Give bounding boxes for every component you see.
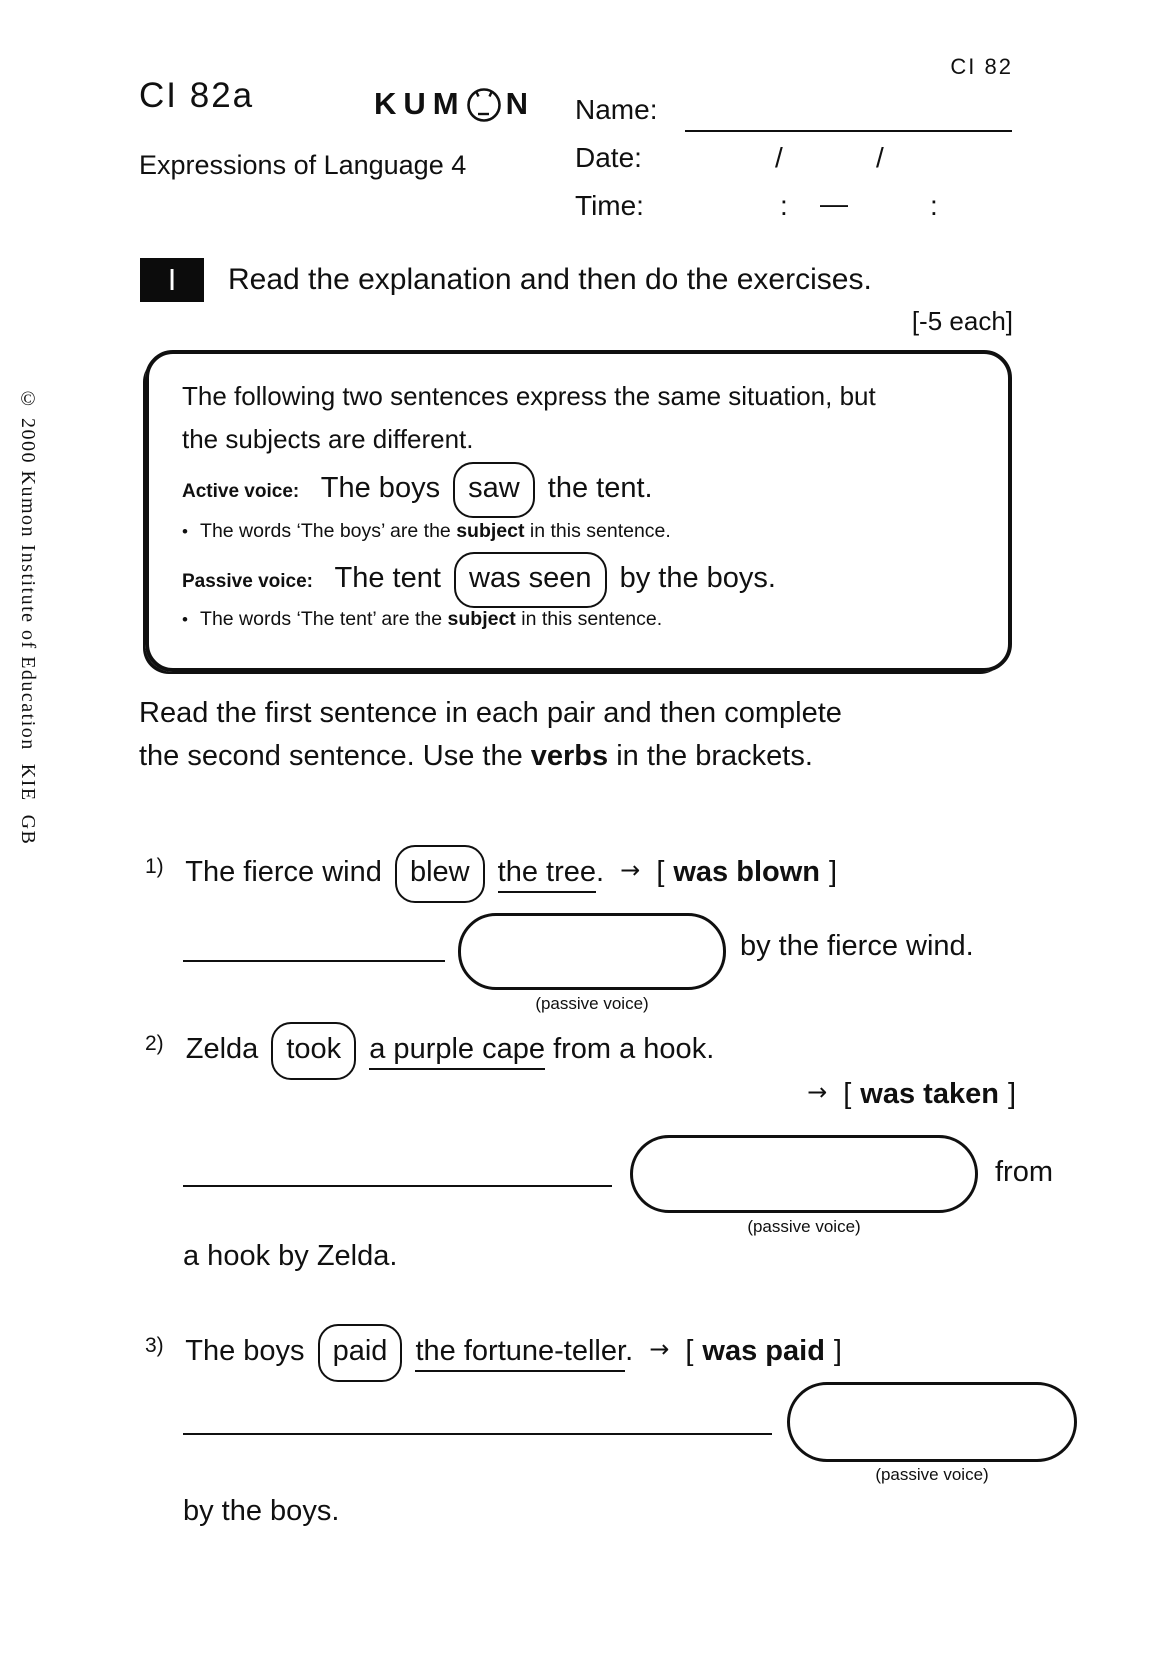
exercise-3-answer-verb: was paid xyxy=(702,1335,825,1367)
exercise-2-verb-oval: took xyxy=(271,1022,356,1080)
active-note-bold: subject xyxy=(456,520,525,542)
arrow-icon: → xyxy=(649,1335,670,1363)
passive-note-bold: subject xyxy=(447,608,516,630)
logo-text-right: N xyxy=(505,86,535,121)
exercise-3-sentence xyxy=(145,1324,842,1382)
task-line2-pre: the second sentence. Use the xyxy=(139,740,523,772)
bracket-close: ] xyxy=(829,856,838,888)
corner-code: CI 82 xyxy=(950,54,1013,79)
time-colon-2: : xyxy=(930,190,938,221)
task-instruction-line2 xyxy=(139,740,813,773)
date-slash-2: / xyxy=(876,142,884,173)
logo-text-left: KUM xyxy=(374,86,466,121)
exercise-2-object: a purple cape xyxy=(369,1033,545,1070)
exercise-2-write-blank[interactable] xyxy=(183,1185,612,1187)
exercise-2-answer-verb: was taken xyxy=(860,1078,999,1110)
passive-verb-oval: was seen xyxy=(454,552,607,608)
exercise-1-answer-verb: was blown xyxy=(673,856,821,888)
kumon-face-icon xyxy=(466,84,506,124)
exercise-1-verb-oval: blew xyxy=(395,845,485,903)
exercise-2-sentence xyxy=(145,1022,714,1080)
exercise-2-pre: Zelda xyxy=(185,1033,259,1065)
section-instruction: Read the explanation and then do the exercises. xyxy=(228,263,872,296)
passive-voice-note xyxy=(182,608,662,631)
task-line2-bold: verbs xyxy=(530,740,609,772)
exercise-1-pre: The fierce wind xyxy=(185,856,382,888)
passive-sentence-pre: The tent xyxy=(334,562,441,594)
exercise-3-answer-oval[interactable] xyxy=(787,1382,1077,1462)
name-input-line[interactable] xyxy=(685,96,1012,132)
worksheet-code: CI 82a xyxy=(139,76,255,115)
active-sentence-pre: The boys xyxy=(320,472,441,504)
exercise-1-caption: (passive voice) xyxy=(535,994,649,1013)
exercise-3-continuation: by the boys. xyxy=(183,1495,340,1527)
arrow-icon: → xyxy=(620,856,641,884)
exercise-2-number: 2) xyxy=(145,1032,164,1055)
bullet-icon: • xyxy=(182,522,188,541)
exercise-3-pre: The boys xyxy=(185,1335,305,1367)
active-note-pre: The words ‘The boys’ are the xyxy=(200,520,451,542)
exercise-2-continuation: a hook by Zelda. xyxy=(183,1240,398,1272)
explanation-box xyxy=(145,350,1012,672)
exercise-2-after-blank: from xyxy=(995,1156,1053,1188)
bracket-open: [ xyxy=(843,1078,852,1110)
time-label: Time: xyxy=(575,190,644,221)
exercise-1-object-tail: . xyxy=(596,856,605,888)
task-line2-post: in the brackets. xyxy=(616,740,813,772)
bullet-icon: • xyxy=(182,610,188,629)
active-voice-note xyxy=(182,520,671,543)
exercise-2-caption: (passive voice) xyxy=(747,1217,861,1236)
date-slash-1: / xyxy=(775,142,783,173)
exercise-3-object: the fortune-teller xyxy=(415,1335,625,1372)
passive-voice-label: Passive voice: xyxy=(182,571,313,592)
task-instruction-line1: Read the first sentence in each pair and then complete xyxy=(139,697,842,729)
section-points: [-5 each] xyxy=(911,306,1013,336)
active-voice-label: Active voice: xyxy=(182,481,300,502)
passive-note-post: in this sentence. xyxy=(521,608,663,630)
active-sentence-post: the tent. xyxy=(547,472,653,504)
exercise-3-write-blank[interactable] xyxy=(183,1433,772,1435)
section-marker-letter: I xyxy=(167,262,177,297)
exercise-3-verb-oval: paid xyxy=(318,1324,403,1382)
name-label: Name: xyxy=(575,94,658,125)
exercise-1-sentence xyxy=(145,845,837,903)
active-voice-row xyxy=(182,462,653,518)
time-dash: — xyxy=(820,188,848,219)
exercise-3-caption: (passive voice) xyxy=(875,1465,989,1484)
worksheet-title: Expressions of Language 4 xyxy=(139,150,467,180)
bracket-open: [ xyxy=(656,856,665,888)
passive-voice-row xyxy=(182,552,776,608)
exercise-1-answer-oval[interactable] xyxy=(458,913,726,990)
explanation-intro-line1: The following two sentences express the same situation, but xyxy=(182,381,876,411)
section-marker xyxy=(140,258,204,302)
exercise-2-answer-oval[interactable] xyxy=(630,1135,978,1213)
copyright-sidebar: © 2000 Kumon Institute of Education KIE GB xyxy=(17,388,39,846)
exercise-1-write-blank[interactable] xyxy=(183,960,445,962)
exercise-3-number: 3) xyxy=(145,1334,164,1357)
active-note-post: in this sentence. xyxy=(529,520,671,542)
kumon-logo xyxy=(374,84,535,124)
bracket-close: ] xyxy=(1007,1078,1016,1110)
explanation-intro-line2: the subjects are different. xyxy=(182,424,474,454)
exercise-1-object: the tree xyxy=(498,856,596,893)
passive-sentence-post: by the boys. xyxy=(619,562,776,594)
exercise-2-object-tail: from a hook. xyxy=(553,1033,715,1065)
time-colon-1: : xyxy=(780,190,788,221)
active-verb-oval: saw xyxy=(453,462,535,518)
exercise-2-arrow-line xyxy=(799,1078,1016,1111)
bracket-close: ] xyxy=(833,1335,842,1367)
exercise-1-after-blank: by the fierce wind. xyxy=(740,930,974,962)
arrow-icon: → xyxy=(807,1078,828,1106)
date-label: Date: xyxy=(575,142,642,173)
bracket-open: [ xyxy=(685,1335,694,1367)
exercise-3-object-tail: . xyxy=(625,1335,634,1367)
passive-note-pre: The words ‘The tent’ are the xyxy=(200,608,443,630)
exercise-1-number: 1) xyxy=(145,855,164,878)
